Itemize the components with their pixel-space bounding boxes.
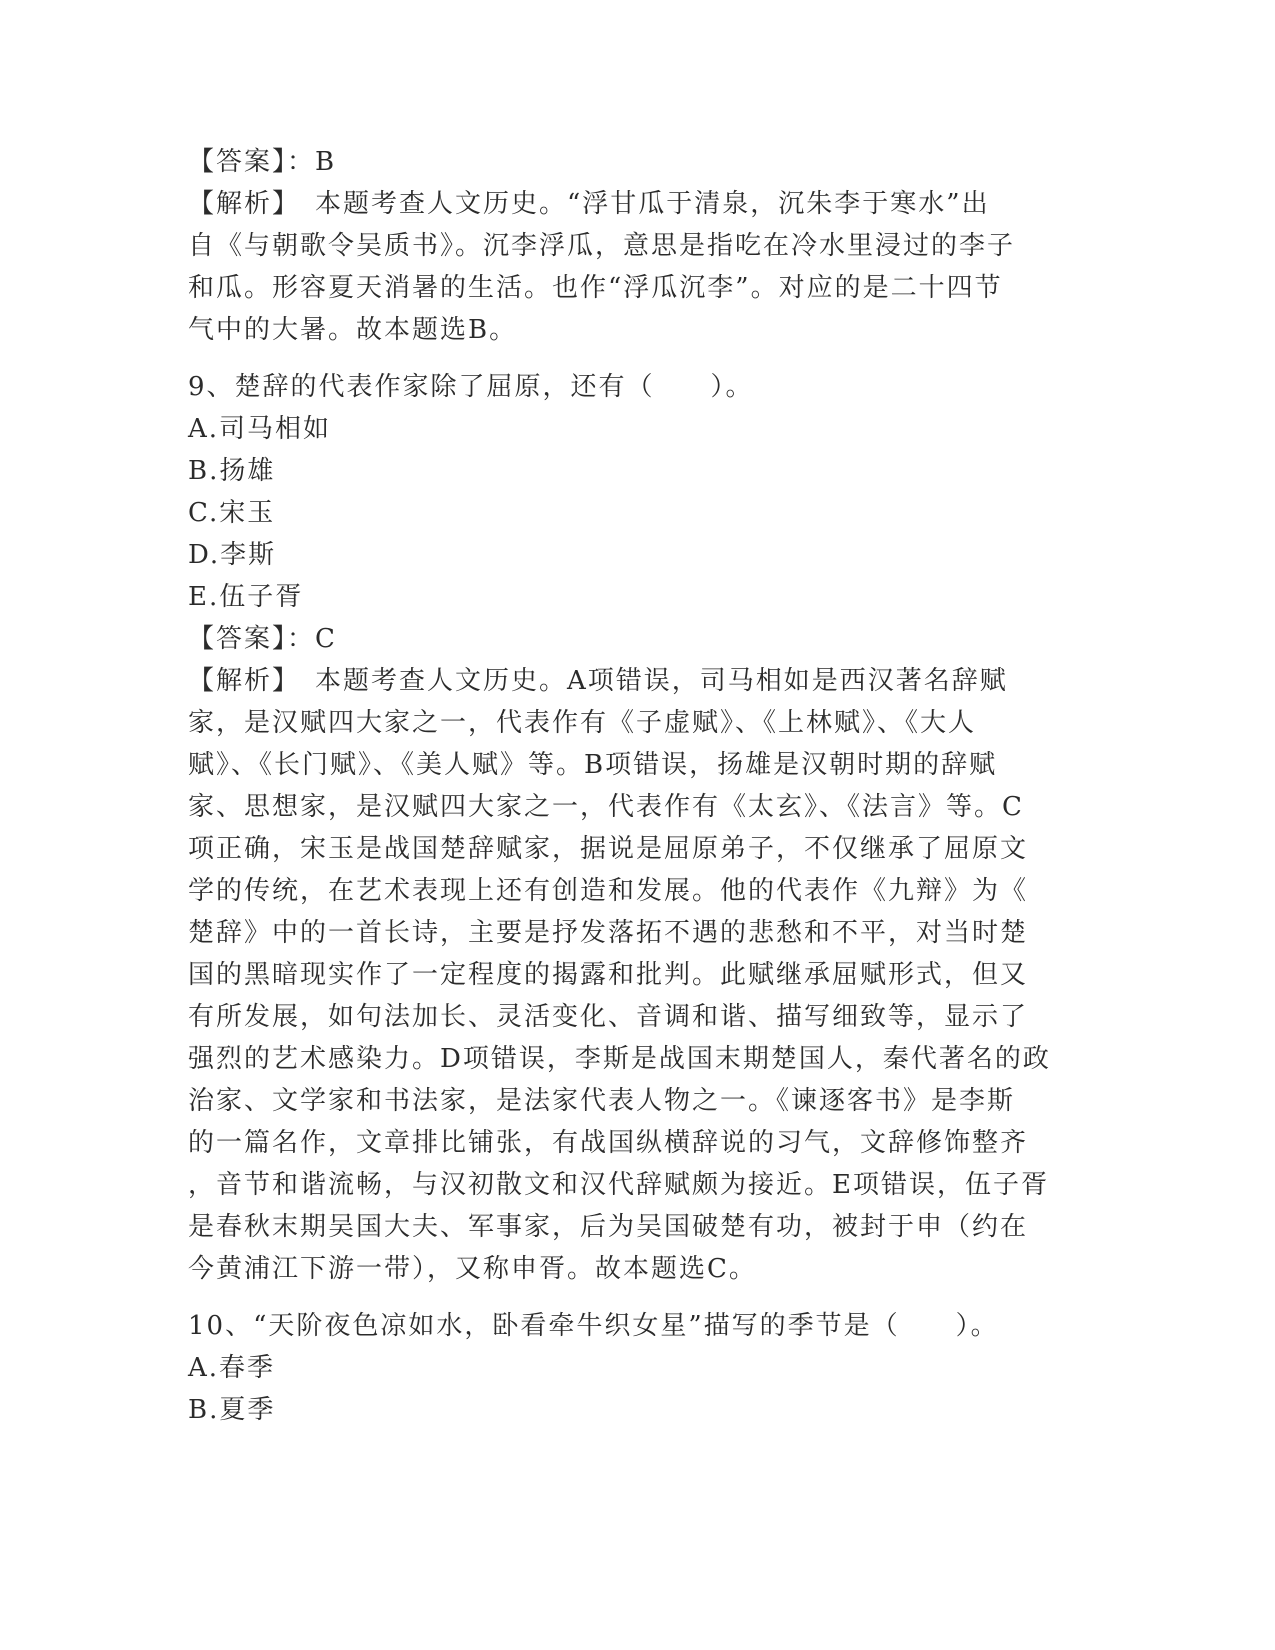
analysis-text-q9: 治家、文学家和书法家，是法家代表人物之一。《谏逐客书》是李斯 (188, 1086, 1016, 1116)
analysis-text-q8: 【解析】 本题考查人文历史。“浮甘瓜于清泉，沉朱李于寒水”出 (188, 189, 990, 219)
analysis-text-q9: 学的传统，在艺术表现上还有创造和发展。他的代表作《九辩》为《 (188, 876, 1029, 906)
analysis-text-q9: 有所发展，如句法加长、灵活变化、音调和谐、描写细致等，显示了 (188, 1002, 1029, 1032)
analysis-text-q9: 赋》、《长门赋》、《美人赋》等。B项错误，扬雄是汉朝时期的辞赋 (188, 750, 998, 780)
option-c-q9: C.宋玉 (188, 498, 276, 528)
option-e-q9: E.伍子胥 (188, 582, 304, 612)
analysis-text-q8: 自《与朝歌令吴质书》。沉李浮瓜，意思是指吃在冷水里浸过的李子 (188, 231, 1016, 261)
analysis-text-q9: 家、思想家，是汉赋四大家之一，代表作有《太玄》、《法言》等。C (188, 792, 1024, 822)
question-9: 9、楚辞的代表作家除了屈原，还有（ ）。 (188, 372, 754, 402)
analysis-text-q9: 强烈的艺术感染力。D项错误，李斯是战国末期楚国人，秦代著名的政 (188, 1044, 1051, 1074)
option-b-q9: B.扬雄 (188, 456, 276, 486)
option-a-q9: A.司马相如 (188, 414, 332, 444)
analysis-text-q9: 的一篇名作，文章排比铺张，有战国纵横辞说的习气，文辞修饰整齐 (188, 1128, 1029, 1158)
option-b-q10: B.夏季 (188, 1395, 276, 1425)
analysis-text-q9: 【解析】 本题考查人文历史。A项错误，司马相如是西汉著名辞赋 (188, 666, 1008, 696)
analysis-text-q9: 楚辞》中的一首长诗，主要是抒发落拓不遇的悲愁和不平，对当时楚 (188, 918, 1029, 948)
answer-label-q9: 【答案】：C (188, 624, 337, 654)
analysis-text-q9: 今黄浦江下游一带），又称申胥。故本题选C。 (188, 1254, 757, 1284)
option-d-q9: D.李斯 (188, 540, 277, 570)
question-10: 10、“天阶夜色凉如水，卧看牵牛织女星”描写的季节是（ ）。 (188, 1311, 999, 1341)
analysis-text-q9: 家，是汉赋四大家之一，代表作有《子虚赋》、《上林赋》、《大人 (188, 708, 977, 738)
option-a-q10: A.春季 (188, 1353, 276, 1383)
analysis-text-q9: 国的黑暗现实作了一定程度的揭露和批判。此赋继承屈赋形式，但又 (188, 960, 1029, 990)
analysis-text-q9: 是春秋末期吴国大夫、军事家，后为吴国破楚有功，被封于申（约在 (188, 1212, 1029, 1242)
answer-label-q8: 【答案】：B (188, 147, 337, 177)
analysis-text-q8: 气中的大暑。故本题选B。 (188, 315, 518, 345)
analysis-text-q9: 项正确，宋玉是战国楚辞赋家，据说是屈原弟子，不仅继承了屈原文 (188, 834, 1029, 864)
analysis-text-q9: ，音节和谐流畅，与汉初散文和汉代辞赋颇为接近。E项错误，伍子胥 (188, 1170, 1049, 1200)
analysis-text-q8: 和瓜。形容夏天消暑的生活。也作“浮瓜沉李”。对应的是二十四节 (188, 273, 1003, 303)
